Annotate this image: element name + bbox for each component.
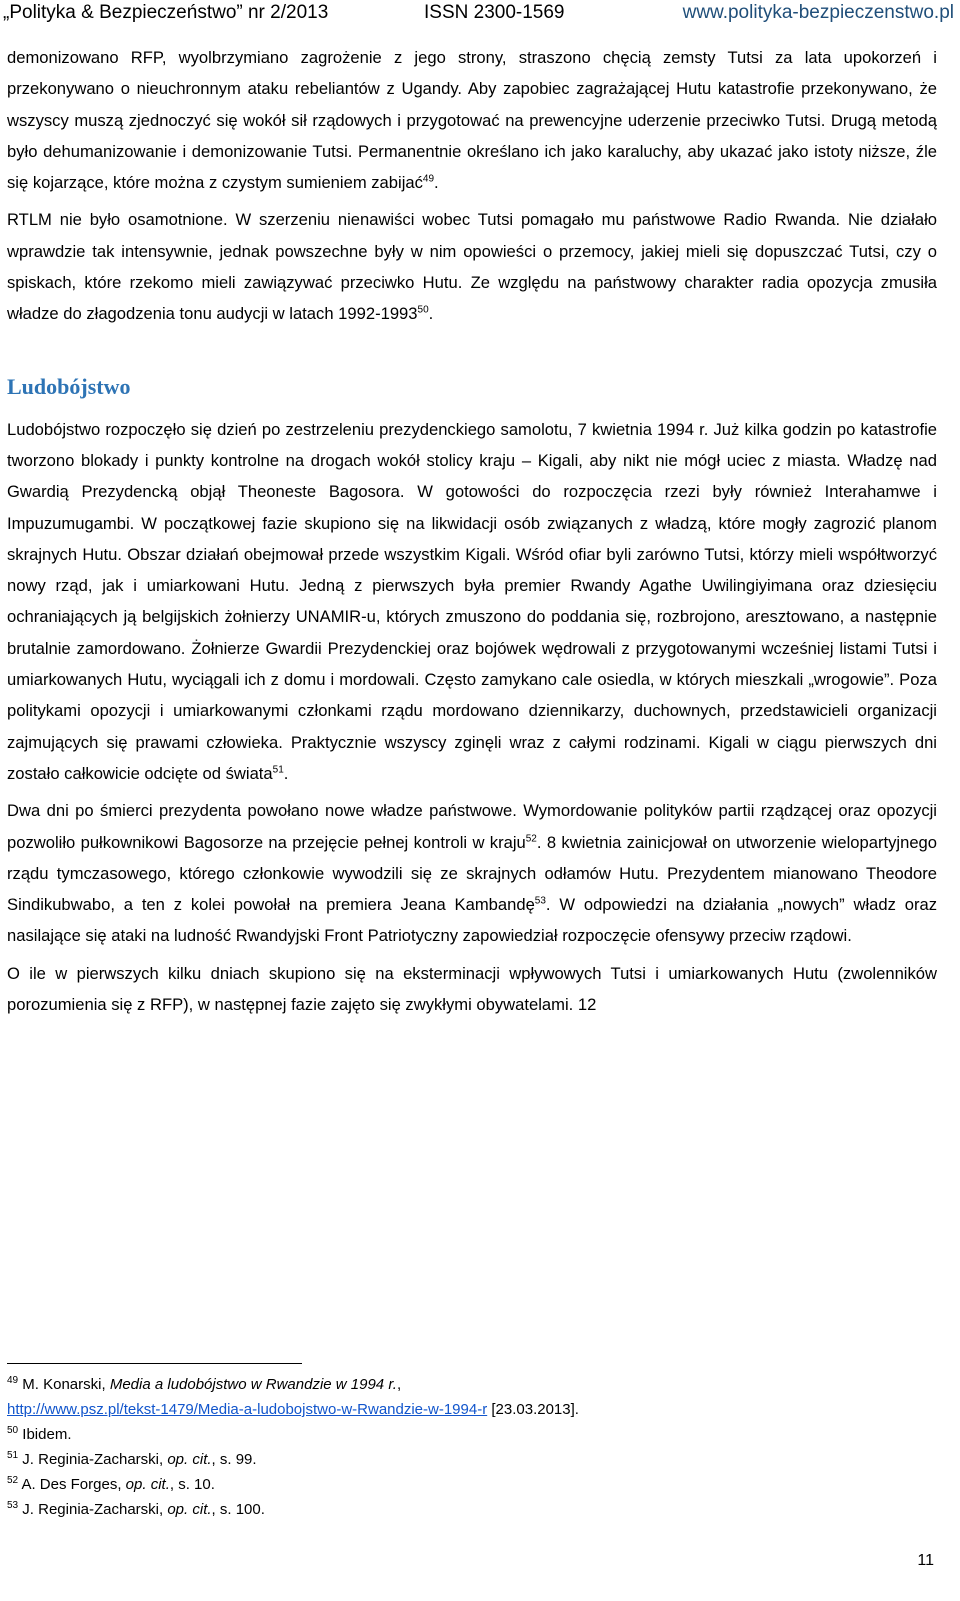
footnote-title: Media a ludobójstwo w Rwandzie w 1994 r. — [109, 1376, 397, 1393]
paragraph-text: RTLM nie było osamotnione. W szerzeniu nienawiści wobec Tutsi pomagało mu państwowe Radio Rwanda. Nie działało wprawdzie tak intensywnie, jednak powszechne były w nim opowieści o przemocy, jakiej mieli się dopuszczać Tutsi, czy o spiskach, które rzekomo mieli zawiązywać przeciwko Hutu. Ze względu na państwowy charakter radia opozycja zmusiła władze do złagodzenia tonu audycji w latach 1992-1993 — [7, 210, 937, 324]
paragraph-text: . — [434, 173, 439, 193]
paragraph-text: Dwa dni po śmierci prezydenta powołano nowe władze państwowe. Wymordowanie polityków partii rządzącej oraz opozycji pozwoliło pułkownikowi Bagosorze na przejęcie pełnej kontroli w kraju — [7, 801, 937, 852]
paragraph-text: . W odpowiedzi na działania „nowych” władz oraz nasilające się ataki na ludność Rwandyjski Front Patriotyczny zapowiedział rozpoczęcie ofensywy przeciw rządowi. — [7, 895, 937, 946]
paragraph-4 — [7, 795, 937, 951]
footnote-number: 51 — [7, 1450, 19, 1461]
footnote-number: 50 — [7, 1425, 19, 1436]
footnote-53 — [7, 1497, 937, 1522]
footnote-italic: op. cit. — [167, 1501, 212, 1518]
paragraph-1 — [7, 42, 937, 198]
paragraph-text: Ludobójstwo rozpoczęło się dzień po zestrzeleniu prezydenckiego samolotu, 7 kwietnia 1994 r. Już kilka godzin po katastrofie tworzono blokady i punkty kontrolne na drogach wokół stolicy kraju – Kigali, aby nikt nie mógł uciec z miasta. Władzę nad Gwardią Prezydencką objął Theoneste Bagosora. W gotowości do rozpoczęcia rzezi były również Interahamwe i Impuzumugambi. W początkowej fazie skupiono się na likwidacji osób związanych z władzą, które mogły zagrozić planom skrajnych Hutu. Obszar działań obejmował przede wszystkim Kigali. Wśród ofiar byli zarówno Tutsi, którzy mieli współtworzyć nowy rząd, jak i umiarkowani Hutu. Jedną z pierwszych była premier Rwandy Agathe Uwilingiyimana oraz dziesięciu ochraniających ją belgijskich żołnierzy UNAMIR-u, których zmuszono do poddania się, rozbrojono, aresztowano, a następnie brutalnie zamordowano. Żołnierze Gwardii Prezydenckiej oraz bojówek wędrowali z przygotowanymi wcześniej listami Tutsi i umiarkowanych Hutu, wyciągali ich z domu i mordowali. Często zamykano cale osiedla, w których mieszkali „wrogowie”. Poza politykami opozycji i umiarkowanymi członkami rządu mordowano dziennikarzy, duchownych, przedstawicieli organizacji zajmujących się prawami człowieka. Praktycznie wszyscy zginęli wraz z całymi rodzinami. Kigali w ciągu pierwszych dni zostało całkowicie odcięte od świata — [7, 419, 937, 783]
footnotes — [7, 1372, 937, 1522]
footnote-ref-50[interactable]: 50 — [417, 304, 429, 316]
footnote-ref-51[interactable]: 51 — [272, 764, 284, 776]
footnote-49-link-line — [7, 1397, 937, 1422]
footnote-link[interactable]: http://www.psz.pl/tekst-1479/Media-a-ludobojstwo-w-Rwandzie-w-1994-r — [7, 1401, 488, 1418]
footnote-ref-53[interactable]: 53 — [534, 895, 546, 907]
website-link[interactable]: www.polityka-bezpieczenstwo.pl — [682, 2, 954, 23]
footnote-text: , s. 99. — [211, 1451, 257, 1468]
footnote-text: J. Reginia-Zacharski, — [18, 1451, 168, 1468]
footnote-divider — [7, 1363, 302, 1364]
footnote-text: , s. 100. — [211, 1501, 265, 1518]
footnote-50 — [7, 1422, 937, 1447]
page-number: 11 — [917, 1552, 934, 1569]
paragraph-2 — [7, 204, 937, 329]
footnote-italic: op. cit. — [125, 1476, 170, 1493]
footnote-text: , s. 10. — [169, 1476, 215, 1493]
paragraph-5: O ile w pierwszych kilku dniach skupiono się na eksterminacji wpływowych Tutsi i umiarkowanych Hutu (zwolenników porozumienia się z RFP), w następnej fazie zajęto się zwykłymi obywatelami. 12 — [7, 963, 937, 1015]
footnote-ref-49[interactable]: 49 — [422, 173, 435, 185]
footnote-text: , — [396, 1376, 402, 1393]
paragraph-text: demonizowano RFP, wyolbrzymiano zagrożenie z jego strony, straszono chęcią zemsty Tutsi za lata upokorzeń i przekonywano o nieuchronnym ataku rebeliantów z Ugandy. Aby zapobiec zagrażającej Hutu katastrofie przekonywano, że wszyscy muszą zjednoczyć się wokół sił rządowych i przygotować na prewencyjne uderzenie przeciwko Tutsi. Drugą metodą było dehumanizowanie i demonizowanie Tutsi. Permanentnie określano ich jako karaluchy, aby ukazać jako istoty niższe, źle się kojarzące, które można z czystym sumieniem zabijać — [7, 48, 937, 193]
paragraph-text: . — [428, 304, 434, 324]
paragraph-text: . 8 kwietnia zainicjował on utworzenie wielopartyjnego rządu tymczasowego, którego członkowie wywodzili się ze skrajnych odłamów Hutu. Prezydentem mianowano Theodore Sindikubwabo, a ten z kolei powołał na premiera Jeana Kambandę — [7, 832, 938, 915]
footnote-text: J. Reginia-Zacharski, — [18, 1501, 168, 1518]
footnote-52 — [7, 1472, 937, 1497]
article-body — [7, 42, 937, 1026]
journal-title: „Polityka & Bezpieczeństwo” nr 2/2013 — [3, 2, 329, 23]
footnote-51 — [7, 1447, 937, 1472]
footnote-text: M. Konarski, — [18, 1376, 110, 1393]
footnote-text: A. Des Forges, — [18, 1476, 126, 1493]
paragraph-text: . — [283, 763, 289, 783]
footnote-number: 49 — [7, 1375, 19, 1386]
section-heading: Ludobójstwo — [7, 373, 131, 399]
footnote-number: 52 — [7, 1475, 19, 1486]
footnote-49 — [7, 1372, 937, 1397]
footnote-ref-52[interactable]: 52 — [525, 833, 537, 844]
page-header — [0, 0, 960, 30]
issn: ISSN 2300-1569 — [424, 2, 565, 23]
footnote-number: 53 — [7, 1500, 19, 1511]
paragraph-3 — [7, 414, 937, 790]
footnote-italic: op. cit. — [167, 1451, 212, 1468]
footnote-text: Ibidem. — [18, 1426, 72, 1443]
footnote-text: [23.03.2013]. — [487, 1401, 579, 1418]
